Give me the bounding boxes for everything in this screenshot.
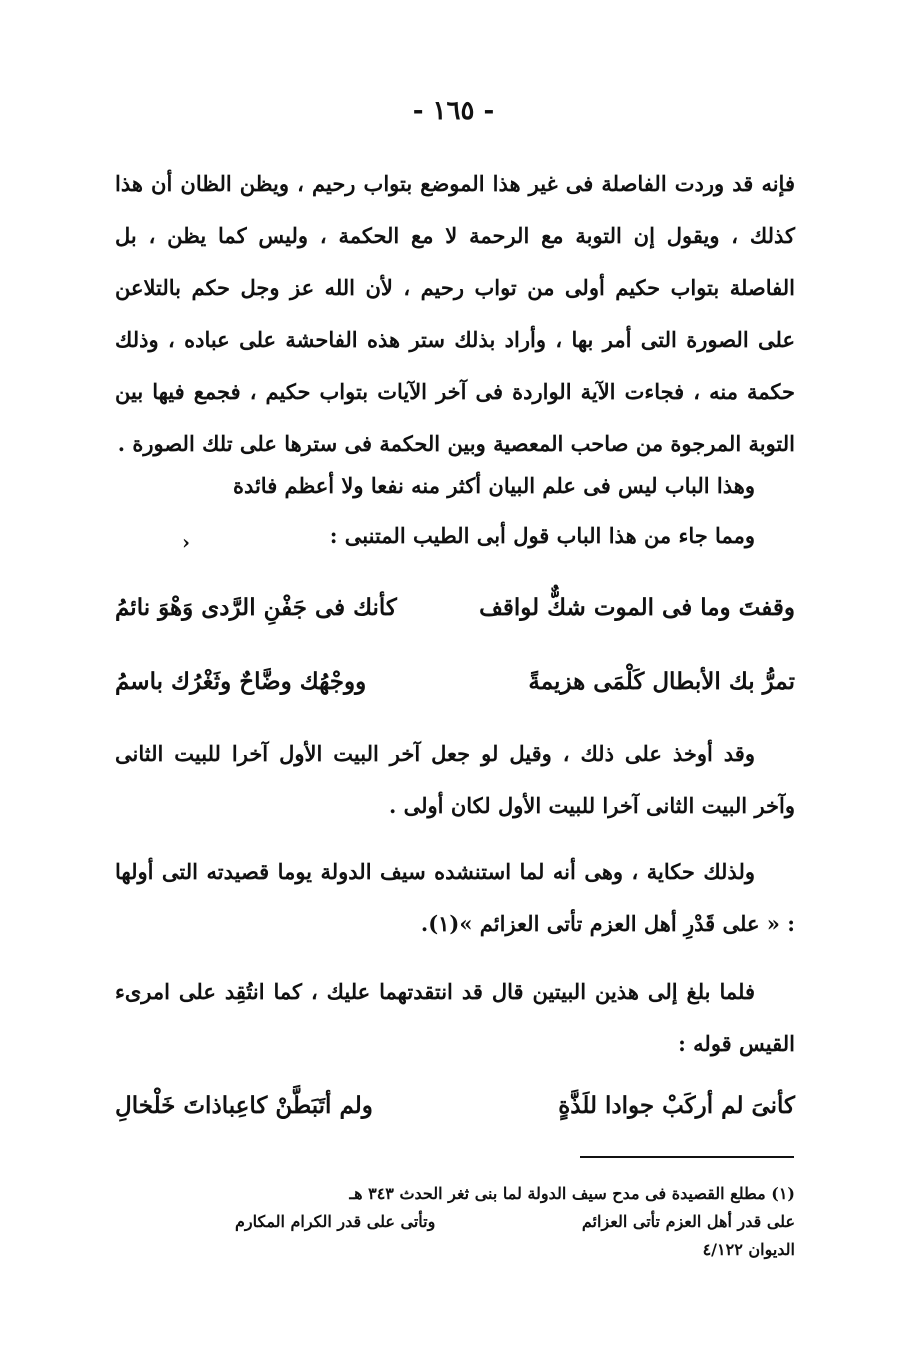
page-number: - ١٦٥ - <box>412 96 495 126</box>
verse-hemistich-second: كأنك فى جَفْنِ الرَّدى وَهْوَ نائمُ <box>115 594 397 621</box>
paragraph-anecdote: ولذلك حكاية ، وهى أنه لما استنشده سيف الدولة يوما قصيدته التى أولها : « على قَدْرِ أهل العزم تأتى العزائم »(١). <box>115 859 795 936</box>
verse-row <box>115 588 795 628</box>
verse-row <box>115 1086 795 1126</box>
paragraph-criticism: وقد أوخذ على ذلك ، وقيل لو جعل آخر البيت الأول آخرا للبيت الثانى وآخر البيت الثانى آخرا للبيت الأول لكان أولى . <box>115 741 795 818</box>
paragraph-fasila: فإنه قد وردت الفاصلة فى غير هذا الموضع بتواب رحيم ، ويظن الظان أن هذا كذلك ، ويقول إن التوبة مع الرحمة لا مع الحكمة ، وليس كما يظن ، بل الفاصلة بتواب حكيم أولى من تواب رحيم ، لأن الله عز وجل حكم بالتلاعن على الصورة التى أمر بها ، وأراد بذلك ستر هذه الفاحشة على عباده ، وذلك حكمة منه ، فجاءت الآية الواردة فى آخر الآيات بتواب حكيم ، فجمع فيها بين التوبة المرجوة من صاحب المعصية وبين الحكمة فى سترها على تلك الصورة . <box>115 171 795 456</box>
footnote-hemistich-first: على قدر أهل العزم تأتى العزائم <box>581 1212 795 1231</box>
paragraph-imru-alqays: فلما بلغ إلى هذين البيتين قال قد انتقدتهما عليك ، كما انتُقِد على امرىء القيس قوله : <box>115 979 795 1056</box>
footnote-verse <box>235 1208 795 1236</box>
footnote-separator <box>580 1156 794 1158</box>
footnotes <box>155 1180 795 1264</box>
footnote-source: الديوان ٤/١٢٢ <box>702 1240 795 1259</box>
verse-hemistich-first: تمرُّ بك الأبطال كَلْمَى هزيمةً <box>528 668 795 695</box>
paragraph-mutanabbi-intro: ومما جاء من هذا الباب قول أبى الطيب المتنبى : <box>329 523 755 548</box>
footnote-line: (١) مطلع القصيدة فى مدح سيف الدولة لما بنى ثغر الحدث ٣٤٣ هـ <box>349 1184 795 1203</box>
footnote-hemistich-second: وتأتى على قدر الكرام المكارم <box>235 1212 436 1231</box>
margin-marker: › <box>182 530 190 554</box>
verse-hemistich-first: كأنىَ لم أركَبْ جوادا للَذَّةٍ <box>558 1092 795 1119</box>
verse-hemistich-first: وقفتَ وما فى الموت شكٌّ لواقف <box>479 594 795 621</box>
verse-row <box>115 662 795 702</box>
verse-hemistich-second: ولم أتَبَطَّنْ كاعِباذاتَ خَلْخالِ <box>115 1092 373 1119</box>
verse-hemistich-second: ووجْهُك وضَّاحٌ وثَغْرُك باسمُ <box>115 668 367 695</box>
paragraph-bab-intro: وهذا الباب ليس فى علم البيان أكثر منه نفعا ولا أعظم فائدة <box>232 473 755 498</box>
